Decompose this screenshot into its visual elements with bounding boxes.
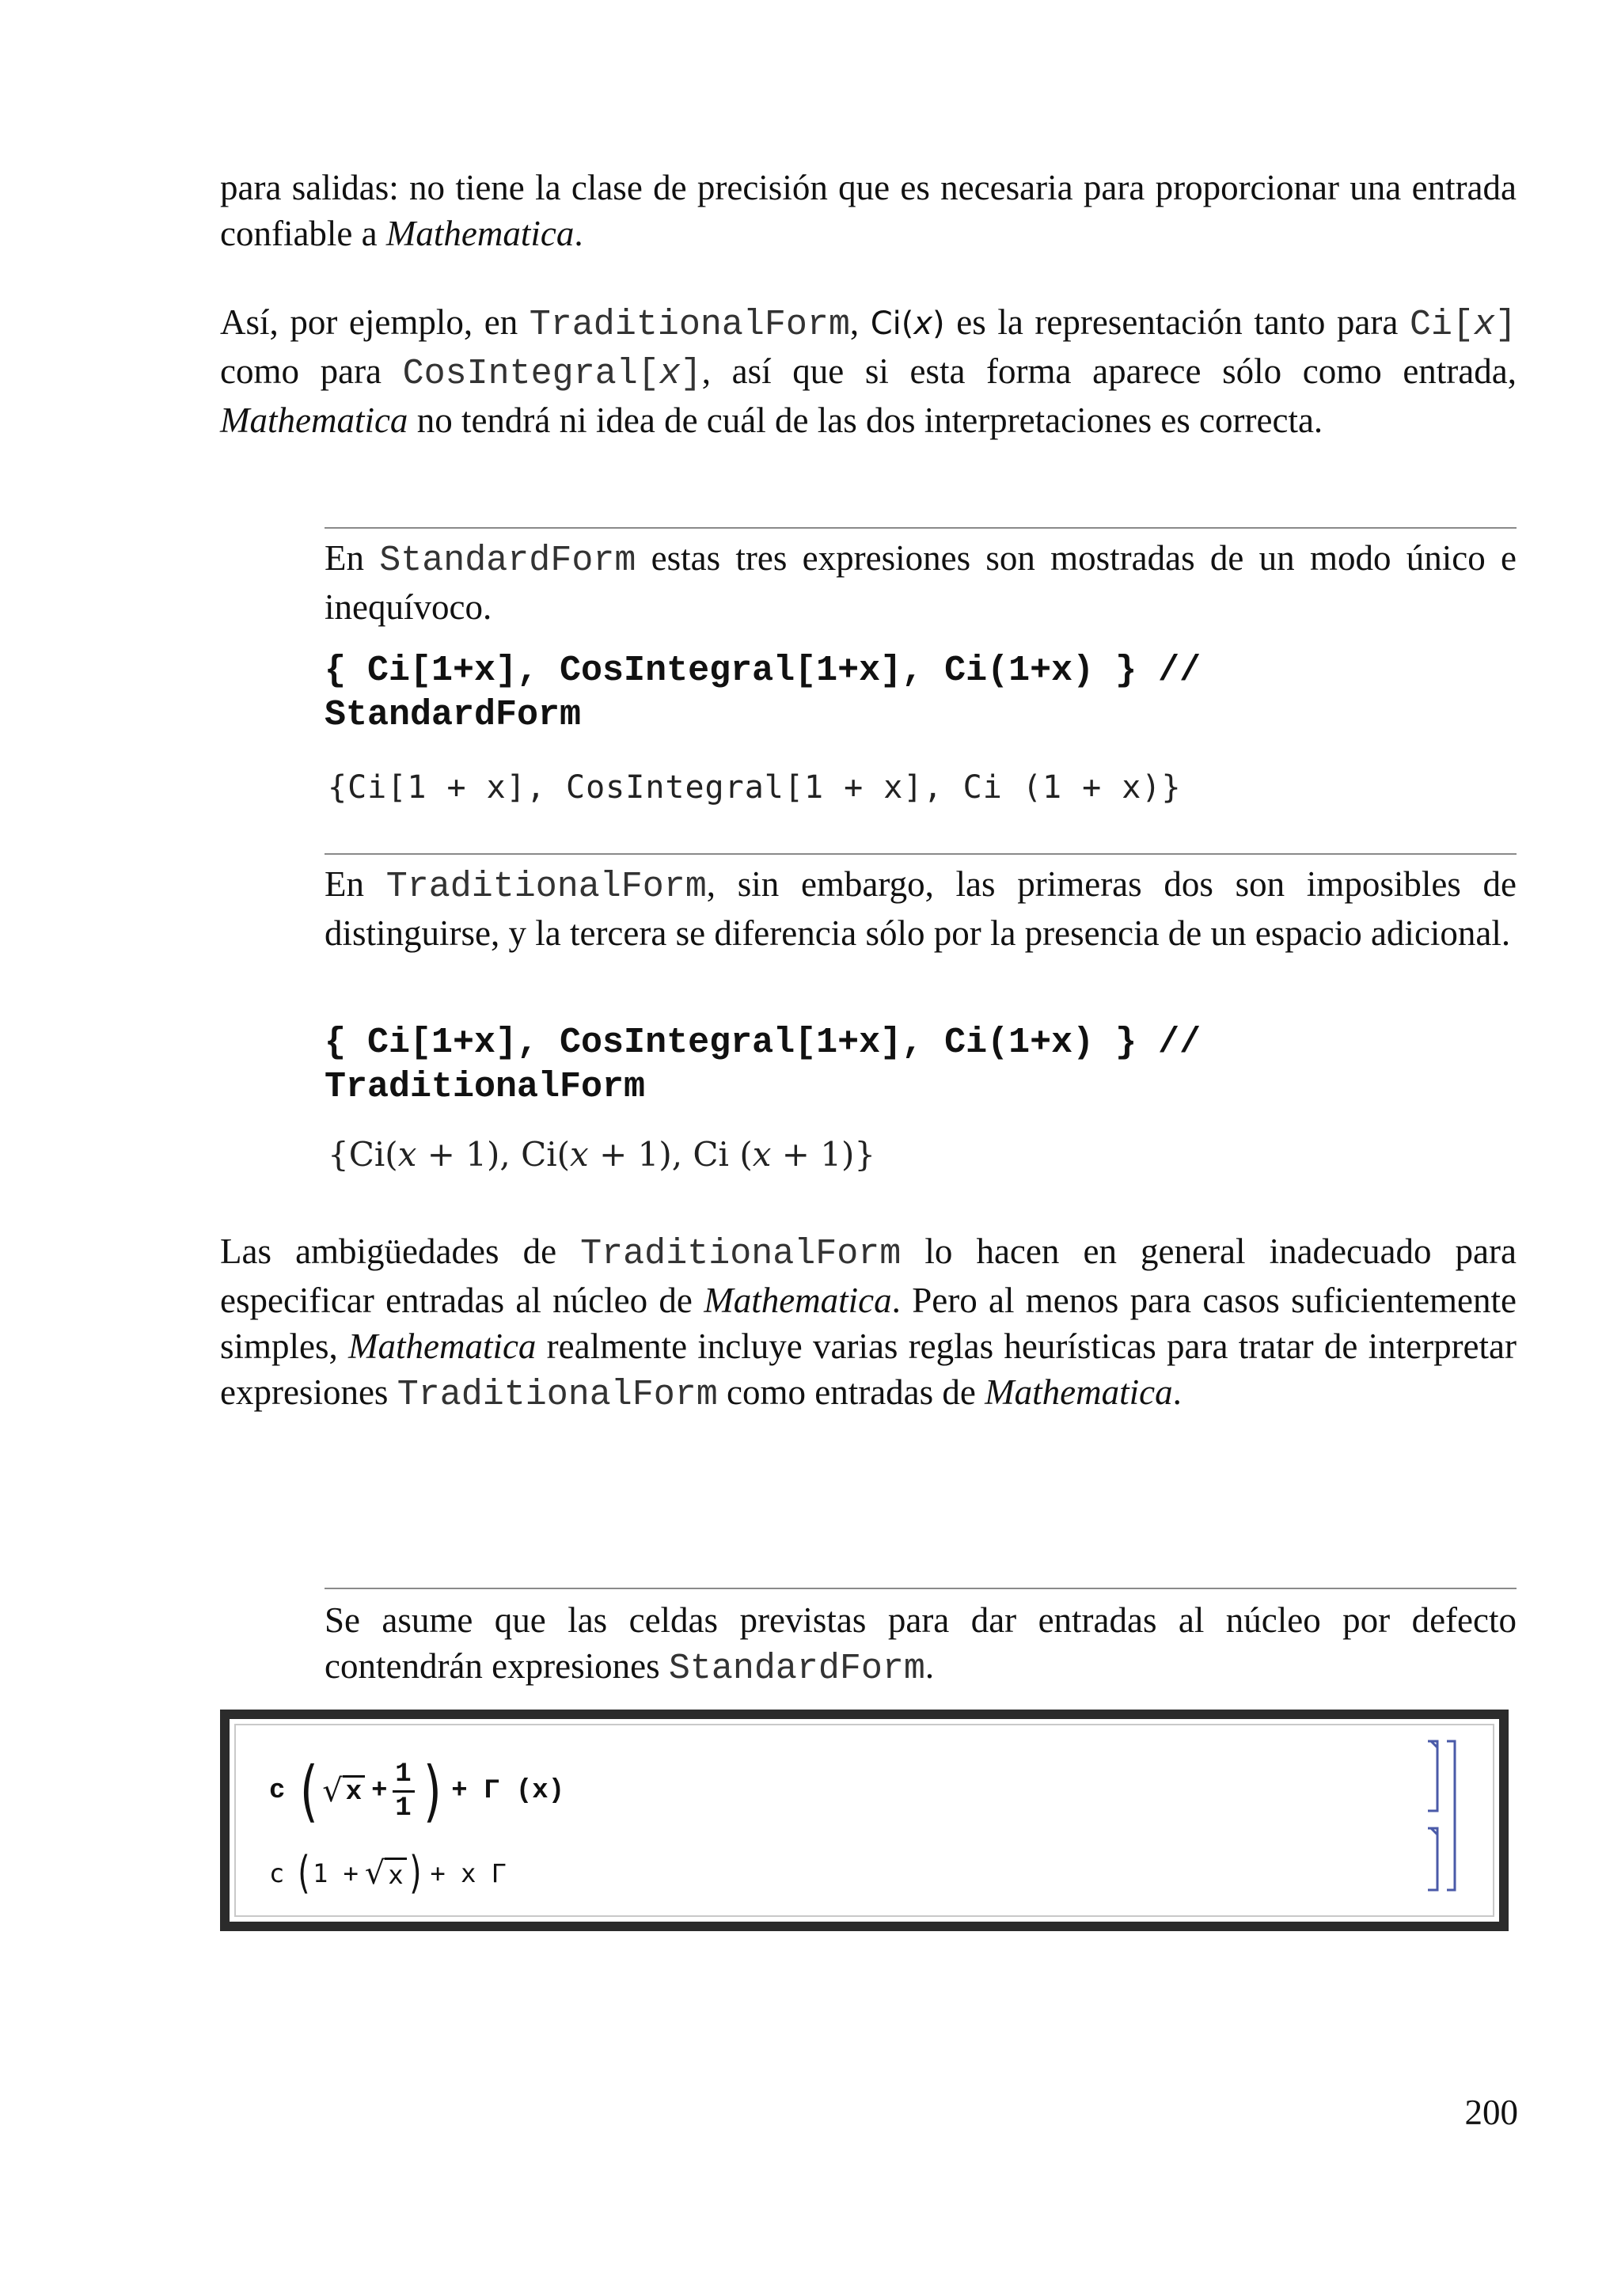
- input-line: { Ci[1+x], CosIntegral[1+x], Ci(1+x) } //: [325, 651, 1202, 691]
- numerator: 1: [395, 1759, 412, 1789]
- sqrt-expression: [322, 1773, 365, 1809]
- cell-bracket-icon[interactable]: [1420, 1735, 1467, 1901]
- paragraph-text: .: [924, 1646, 935, 1686]
- mathematica-italic: Mathematica: [220, 400, 408, 440]
- output-text: + 1)}: [771, 1135, 876, 1174]
- paragraph-text: entrada confiable a: [220, 168, 1517, 253]
- code-traditionalform: TraditionalForm: [385, 867, 707, 907]
- paragraph-ambiguities: [220, 1228, 1517, 1418]
- code-traditionalform: TraditionalForm: [529, 305, 850, 345]
- paragraph-text: En: [325, 538, 380, 578]
- output-text: + 1), Ci(: [416, 1135, 571, 1174]
- paragraph-text: .: [1172, 1372, 1182, 1412]
- plus-sign: +: [371, 1776, 388, 1806]
- notebook-screenshot: [220, 1710, 1509, 1931]
- input-cell-traditionalform: [325, 1021, 1517, 1110]
- code-variable: x: [1473, 305, 1495, 345]
- paragraph-precision: [220, 165, 1517, 256]
- paragraph-text: . Pero al menos para casos suficientemente simples,: [220, 1281, 1517, 1366]
- code-text: CosIntegral[: [402, 354, 659, 394]
- code-text: ]: [680, 354, 702, 394]
- notebook-output-cell: [269, 1846, 507, 1901]
- input-symbol-c: c: [269, 1776, 286, 1806]
- paragraph-example: [220, 299, 1517, 443]
- paragraph-text: realmente incluye varias reglas heurísticas para tratar de interpretar expresiones: [220, 1326, 1517, 1412]
- input-line: TraditionalForm: [325, 1067, 646, 1107]
- right-paren: ): [408, 1847, 422, 1899]
- section-divider: [325, 527, 1517, 529]
- code-text: ]: [1494, 305, 1517, 345]
- output-variable: x: [570, 1135, 589, 1174]
- paragraph-text: no tendrá ni idea de cuál de las dos interpretaciones es correcta.: [408, 400, 1323, 440]
- ci-notation: [871, 306, 945, 342]
- paragraph-text: es la representación tanto para: [944, 302, 1399, 342]
- standardform-description: [325, 535, 1517, 630]
- input-cell-standardform: [325, 649, 1517, 738]
- notebook-input-cell[interactable]: [269, 1748, 564, 1835]
- paragraph-text: lo hacen en general inadecuado para especificar entradas al núcleo de: [220, 1231, 1517, 1320]
- sqrt-expression: [365, 1855, 407, 1892]
- output-cell-traditionalform: [328, 1135, 875, 1175]
- paragraph-text: , sin embargo, las primeras dos son imposibles de distinguirse, y la tercera se diferencia sólo por la presencia de un espacio adicional.: [325, 864, 1517, 953]
- left-paren: (: [300, 1752, 319, 1830]
- mathematica-italic: Mathematica: [985, 1372, 1173, 1412]
- radical-sign: √: [364, 1855, 385, 1892]
- output-one-plus: 1 +: [313, 1858, 359, 1888]
- input-line: { Ci[1+x], CosIntegral[1+x], Ci(1+x) } //: [325, 1023, 1202, 1063]
- input-line: StandardForm: [325, 695, 582, 735]
- default-input-description: [325, 1597, 1517, 1692]
- sqrt-argument: x: [385, 1858, 406, 1890]
- paragraph-text: .: [574, 214, 583, 253]
- output-cell-bracket[interactable]: [1428, 1828, 1437, 1890]
- mathematica-italic: Mathematica: [704, 1281, 892, 1320]
- code-standardform: StandardForm: [379, 541, 636, 581]
- group-cell-bracket[interactable]: [1447, 1741, 1455, 1890]
- paragraph-text: como entradas de: [717, 1372, 985, 1412]
- paragraph-text: , así que si esta forma aparece sólo como entrada,: [701, 351, 1517, 391]
- paragraph-text: como para: [220, 351, 403, 391]
- input-cell-bracket[interactable]: [1428, 1741, 1437, 1811]
- output-text: {Ci(: [328, 1135, 398, 1174]
- gamma-term: + Γ (x): [451, 1776, 565, 1806]
- left-paren: (: [298, 1847, 310, 1899]
- mathematica-italic: Mathematica: [385, 214, 575, 253]
- section-divider: [325, 1588, 1517, 1589]
- output-cell-standardform: {Ci[1 + x], CosIntegral[1 + x], Ci (1 + x)}: [328, 769, 1182, 806]
- output-symbol-c: c: [269, 1858, 285, 1888]
- output-text: + 1), Ci (: [588, 1135, 753, 1174]
- paragraph-text: para salidas: no tiene la clase de precisión que es necesaria para proporcionar una: [220, 168, 1402, 207]
- code-standardform: StandardForm: [668, 1649, 925, 1689]
- code-cosintegral: [403, 354, 702, 394]
- page-number: 200: [1464, 2093, 1518, 2132]
- paragraph-text: En: [325, 864, 386, 904]
- ci-text: Ci(: [870, 306, 914, 342]
- code-traditionalform: TraditionalForm: [397, 1375, 718, 1415]
- section-divider: [325, 853, 1517, 855]
- paragraph-text: Así, por ejemplo, en: [220, 302, 530, 342]
- output-variable: x: [397, 1135, 417, 1174]
- paragraph-text: Se asume que las celdas previstas para dar entradas al núcleo por defecto contendrán expresiones: [325, 1600, 1517, 1686]
- sqrt-argument: x: [343, 1775, 365, 1808]
- output-variable: x: [752, 1135, 772, 1174]
- mathematica-italic: Mathematica: [348, 1326, 537, 1366]
- code-variable: x: [659, 354, 681, 394]
- traditionalform-description: [325, 861, 1517, 956]
- code-traditionalform: TraditionalForm: [580, 1234, 902, 1274]
- fraction: [393, 1759, 415, 1824]
- paragraph-text: estas tres expresiones son mostradas de un modo único e inequívoco.: [325, 538, 1517, 627]
- code-ci: [1410, 305, 1517, 345]
- code-text: Ci[: [1409, 305, 1474, 345]
- right-paren: ): [423, 1752, 442, 1830]
- paragraph-text: Las ambigüedades de: [220, 1231, 581, 1271]
- paragraph-text: ,: [849, 302, 871, 342]
- ci-text: ): [932, 306, 945, 342]
- ci-variable: x: [913, 306, 933, 342]
- radical-sign: √: [322, 1773, 343, 1809]
- output-tail: + x Γ: [430, 1858, 507, 1888]
- denominator: 1: [395, 1793, 412, 1824]
